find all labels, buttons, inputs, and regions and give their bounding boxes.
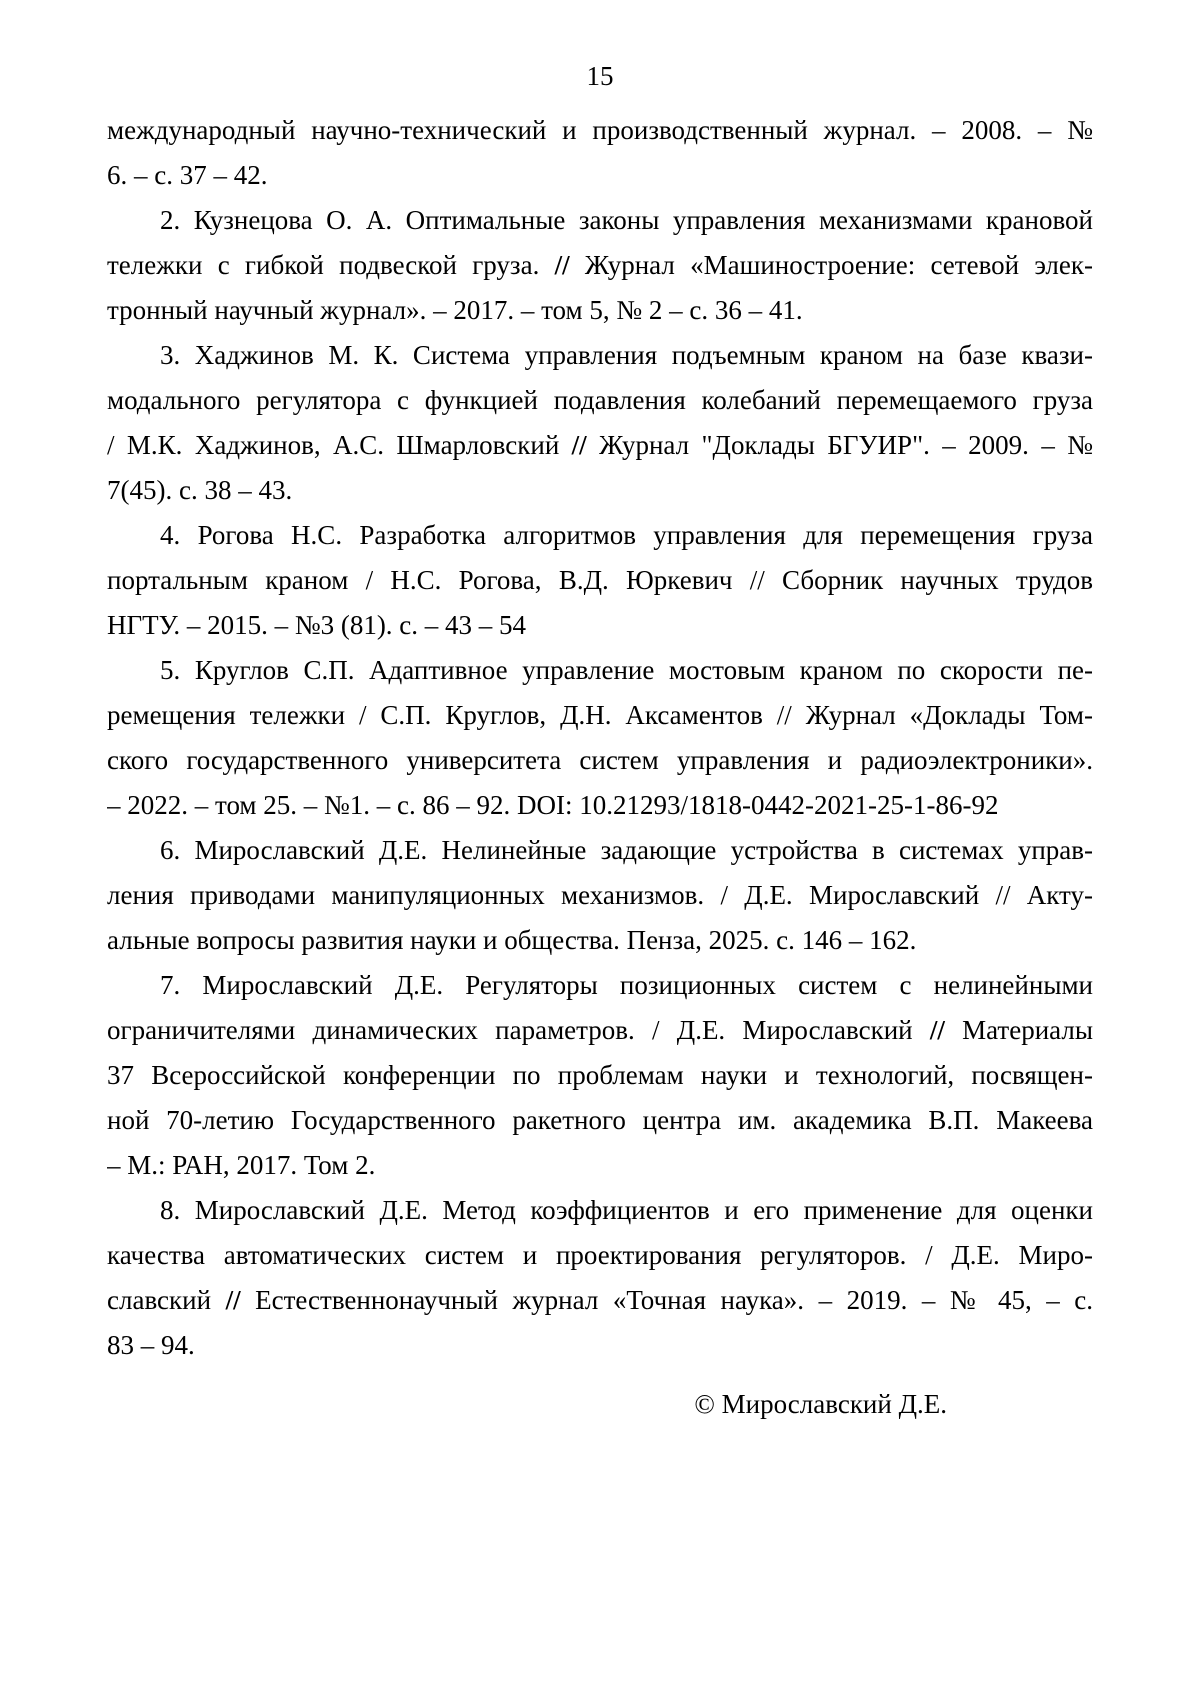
reference-item-2 (107, 198, 1093, 333)
page-number: 15 (586, 61, 614, 91)
reference-line: славский // Естественнонаучный журнал «Точная наука». – 2019. – № 45, – с. (107, 1285, 1093, 1315)
reference-line: ского государственного университета систем управления и радиоэлектроники». (107, 745, 1093, 775)
reference-line: 7(45). с. 38 – 43. (107, 475, 293, 505)
reference-line: 6. Мирославский Д.Е. Нелинейные задающие устройства в системах управ- (160, 835, 1093, 865)
reference-line: 6. – с. 37 – 42. (107, 160, 268, 190)
reference-line: – 2022. – том 25. – №1. – с. 86 – 92. DOI: 10.21293/1818-0442-2021-25-1-86-92 (107, 790, 999, 820)
reference-line: ления приводами манипуляционных механизмов. / Д.Е. Мирославский // Акту- (107, 880, 1093, 910)
reference-line: модального регулятора с функцией подавления колебаний перемещаемого груза (107, 385, 1093, 415)
reference-line: 37 Всероссийской конференции по проблемам науки и технологий, посвящен- (107, 1060, 1093, 1090)
reference-line: 2. Кузнецова О. А. Оптимальные законы управления механизмами крановой (160, 205, 1093, 235)
reference-line: альные вопросы развития науки и общества. Пенза, 2025. с. 146 – 162. (107, 925, 917, 955)
reference-line: 8. Мирославский Д.Е. Метод коэффициентов и его применение для оценки (160, 1195, 1093, 1225)
reference-line: 4. Рогова Н.С. Разработка алгоритмов управления для перемещения груза (160, 520, 1093, 550)
reference-line: 3. Хаджинов М. К. Система управления подъемным краном на базе квази- (160, 340, 1093, 370)
reference-line: портальным краном / Н.С. Рогова, В.Д. Юркевич // Сборник научных трудов (107, 565, 1093, 595)
reference-line: 7. Мирославский Д.Е. Регуляторы позиционных систем с нелинейными (160, 970, 1093, 1000)
reference-item-8 (107, 1188, 1093, 1368)
document-body (107, 108, 1093, 1427)
reference-line: 5. Круглов С.П. Адаптивное управление мостовым краном по скорости пе- (160, 655, 1093, 685)
reference-item-4 (107, 513, 1093, 648)
reference-line: / М.К. Хаджинов, А.С. Шмарловский // Журнал "Доклады БГУИР". – 2009. – № (107, 430, 1093, 460)
reference-item-6 (107, 828, 1093, 963)
reference-line: ной 70-летию Государственного ракетного центра им. академика В.П. Макеева (107, 1105, 1093, 1135)
reference-line: – М.: РАН, 2017. Том 2. (107, 1150, 376, 1180)
reference-line: качества автоматических систем и проектирования регуляторов. / Д.Е. Миро- (107, 1240, 1093, 1270)
reference-item-7 (107, 963, 1093, 1188)
reference-line: ограничителями динамических параметров. / Д.Е. Мирославский // Материалы (107, 1015, 1093, 1045)
paragraph-continuation (107, 108, 1093, 198)
reference-line: ремещения тележки / С.П. Круглов, Д.Н. Аксаментов // Журнал «Доклады Том- (107, 700, 1093, 730)
reference-line: тележки с гибкой подвеской груза. // Журнал «Машиностроение: сетевой элек- (107, 250, 1093, 280)
reference-line: НГТУ. – 2015. – №3 (81). с. – 43 – 54 (107, 610, 527, 640)
reference-line: международный научно-технический и производственный журнал. – 2008. – № (107, 115, 1093, 145)
reference-line: 83 – 94. (107, 1330, 195, 1360)
reference-item-5 (107, 648, 1093, 828)
reference-line: тронный научный журнал». – 2017. – том 5, № 2 – с. 36 – 41. (107, 295, 803, 325)
reference-item-3 (107, 333, 1093, 513)
copyright-line: © Мирославский Д.Е. (694, 1389, 947, 1419)
references-list (107, 108, 1093, 1368)
